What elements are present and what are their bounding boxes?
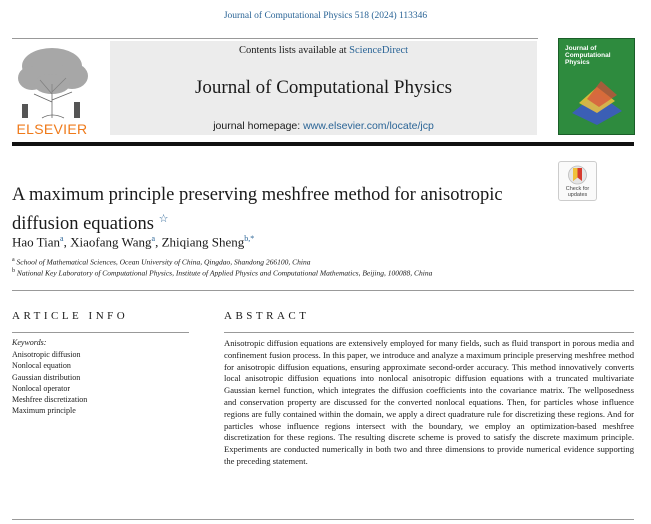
author-affiliation-mark[interactable]: a xyxy=(60,234,64,243)
cover-title-line3: Physics xyxy=(565,59,590,66)
homepage-line xyxy=(110,120,537,132)
cover-art xyxy=(567,73,627,128)
keyword-item: Anisotropic diffusion xyxy=(12,350,81,359)
affiliation-text: National Key Laboratory of Computational Physics, Institute of Applied Physics and Computational Mathematics, Beijing, 100088, China xyxy=(16,268,433,278)
keyword-item: Meshfree discretization xyxy=(12,395,88,405)
journal-cover-thumbnail[interactable] xyxy=(558,38,635,135)
homepage-link[interactable]: www.elsevier.com/locate/jcp xyxy=(303,120,434,132)
header-thick-divider xyxy=(12,142,634,146)
homepage-prefix: journal homepage: xyxy=(213,120,304,132)
contents-prefix: Contents lists available at xyxy=(238,45,350,56)
check-for-updates-badge[interactable] xyxy=(558,161,597,201)
title-footnote-star-icon[interactable]: ☆ xyxy=(158,213,169,225)
journal-title: Journal of Computational Physics xyxy=(194,77,452,98)
check-badge-line1: Check for xyxy=(565,186,590,192)
abstract-divider xyxy=(224,332,634,333)
author-name[interactable]: Hao Tian xyxy=(12,234,61,250)
keyword-item: Gaussian distribution xyxy=(12,372,81,382)
author-affiliation-mark[interactable]: a xyxy=(151,234,156,243)
cover-title-line1: Journal of xyxy=(565,45,597,52)
section-divider xyxy=(12,290,634,291)
journal-masthead xyxy=(110,41,537,135)
keyword-item: Maximum principle xyxy=(12,406,76,416)
abstract-text: Anisotropic diffusion equations are extensively employed for many fields, such as fluid transport in porous media and confinement fusion process. In this paper, we introduce and analyze a maximum principle preserving meshfree method for anisotropic diffusion equations, ensuring approximate second-order accuracy. This method innovatively converts local anisotropic diffusion equations into nonlocal anisotropic diffusion equations with a truncated multivariate Gaussian kernel function, which integrates the diffusion coefficients into the covariance matrix. The wellposedness and conservation property are discussed for the converted nonlocal equations. Then, for particles whose influence regions are fully contained within the domain, we apply a direct quadrature rule for discretizing these regions. And for particles whose influence regions intersect with the boundary, we employ an optimization-based meshfree discretization for these regions. The resulting discrete scheme is proved to satisfy the discrete maximum principle. Experiments are conducted numerically in both two and three dimensions to provide numerical evidence supporting the preceding statement. xyxy=(224,338,634,466)
affiliation-mark: a xyxy=(12,257,15,263)
author-name[interactable]: Zhiqiang Sheng xyxy=(161,234,245,250)
author-affiliation-mark[interactable]: b,* xyxy=(244,234,255,243)
article-info-heading: ARTICLE INFO xyxy=(12,310,129,322)
paper-title xyxy=(12,183,552,236)
affiliation-a xyxy=(12,257,310,267)
affiliation-text: School of Mathematical Sciences, Ocean University of China, Qingdao, Shandong 266100, China xyxy=(16,257,311,267)
keyword-item: Nonlocal operator xyxy=(12,383,70,393)
abstract-heading: ABSTRACT xyxy=(224,310,310,322)
affiliation-mark: b xyxy=(12,268,15,274)
top-divider xyxy=(12,38,538,39)
check-badge-line2: updates xyxy=(567,192,588,198)
journal-citation[interactable]: Journal of Computational Physics 518 (2024) 113346 xyxy=(223,11,428,21)
elsevier-wordmark: ELSEVIER xyxy=(16,121,88,137)
keyword-item: Nonlocal equation xyxy=(12,361,71,371)
author-list: Hao Tian$^a$, Xiaofang Wang$^a$, Zhiqiang Sheng$^{b,*}$ xyxy=(12,234,255,250)
cover-title xyxy=(565,45,611,66)
bookmark-icon xyxy=(568,165,587,185)
cover-title-line2: Computational xyxy=(565,52,611,59)
keywords-label: Keywords: xyxy=(12,338,47,347)
paper-title-line2: diffusion equations xyxy=(12,214,154,235)
paper-title-line1: A maximum principle preserving meshfree method for anisotropic xyxy=(12,185,503,205)
bottom-divider xyxy=(12,519,634,520)
article-info-divider xyxy=(12,332,189,333)
contents-line xyxy=(110,45,537,56)
author-name[interactable]: Xiaofang Wang xyxy=(70,234,152,250)
affiliation-b xyxy=(12,268,432,278)
keyword-list xyxy=(12,349,87,417)
sciencedirect-link[interactable]: ScienceDirect xyxy=(349,45,409,56)
check-for-updates-label xyxy=(559,186,596,198)
